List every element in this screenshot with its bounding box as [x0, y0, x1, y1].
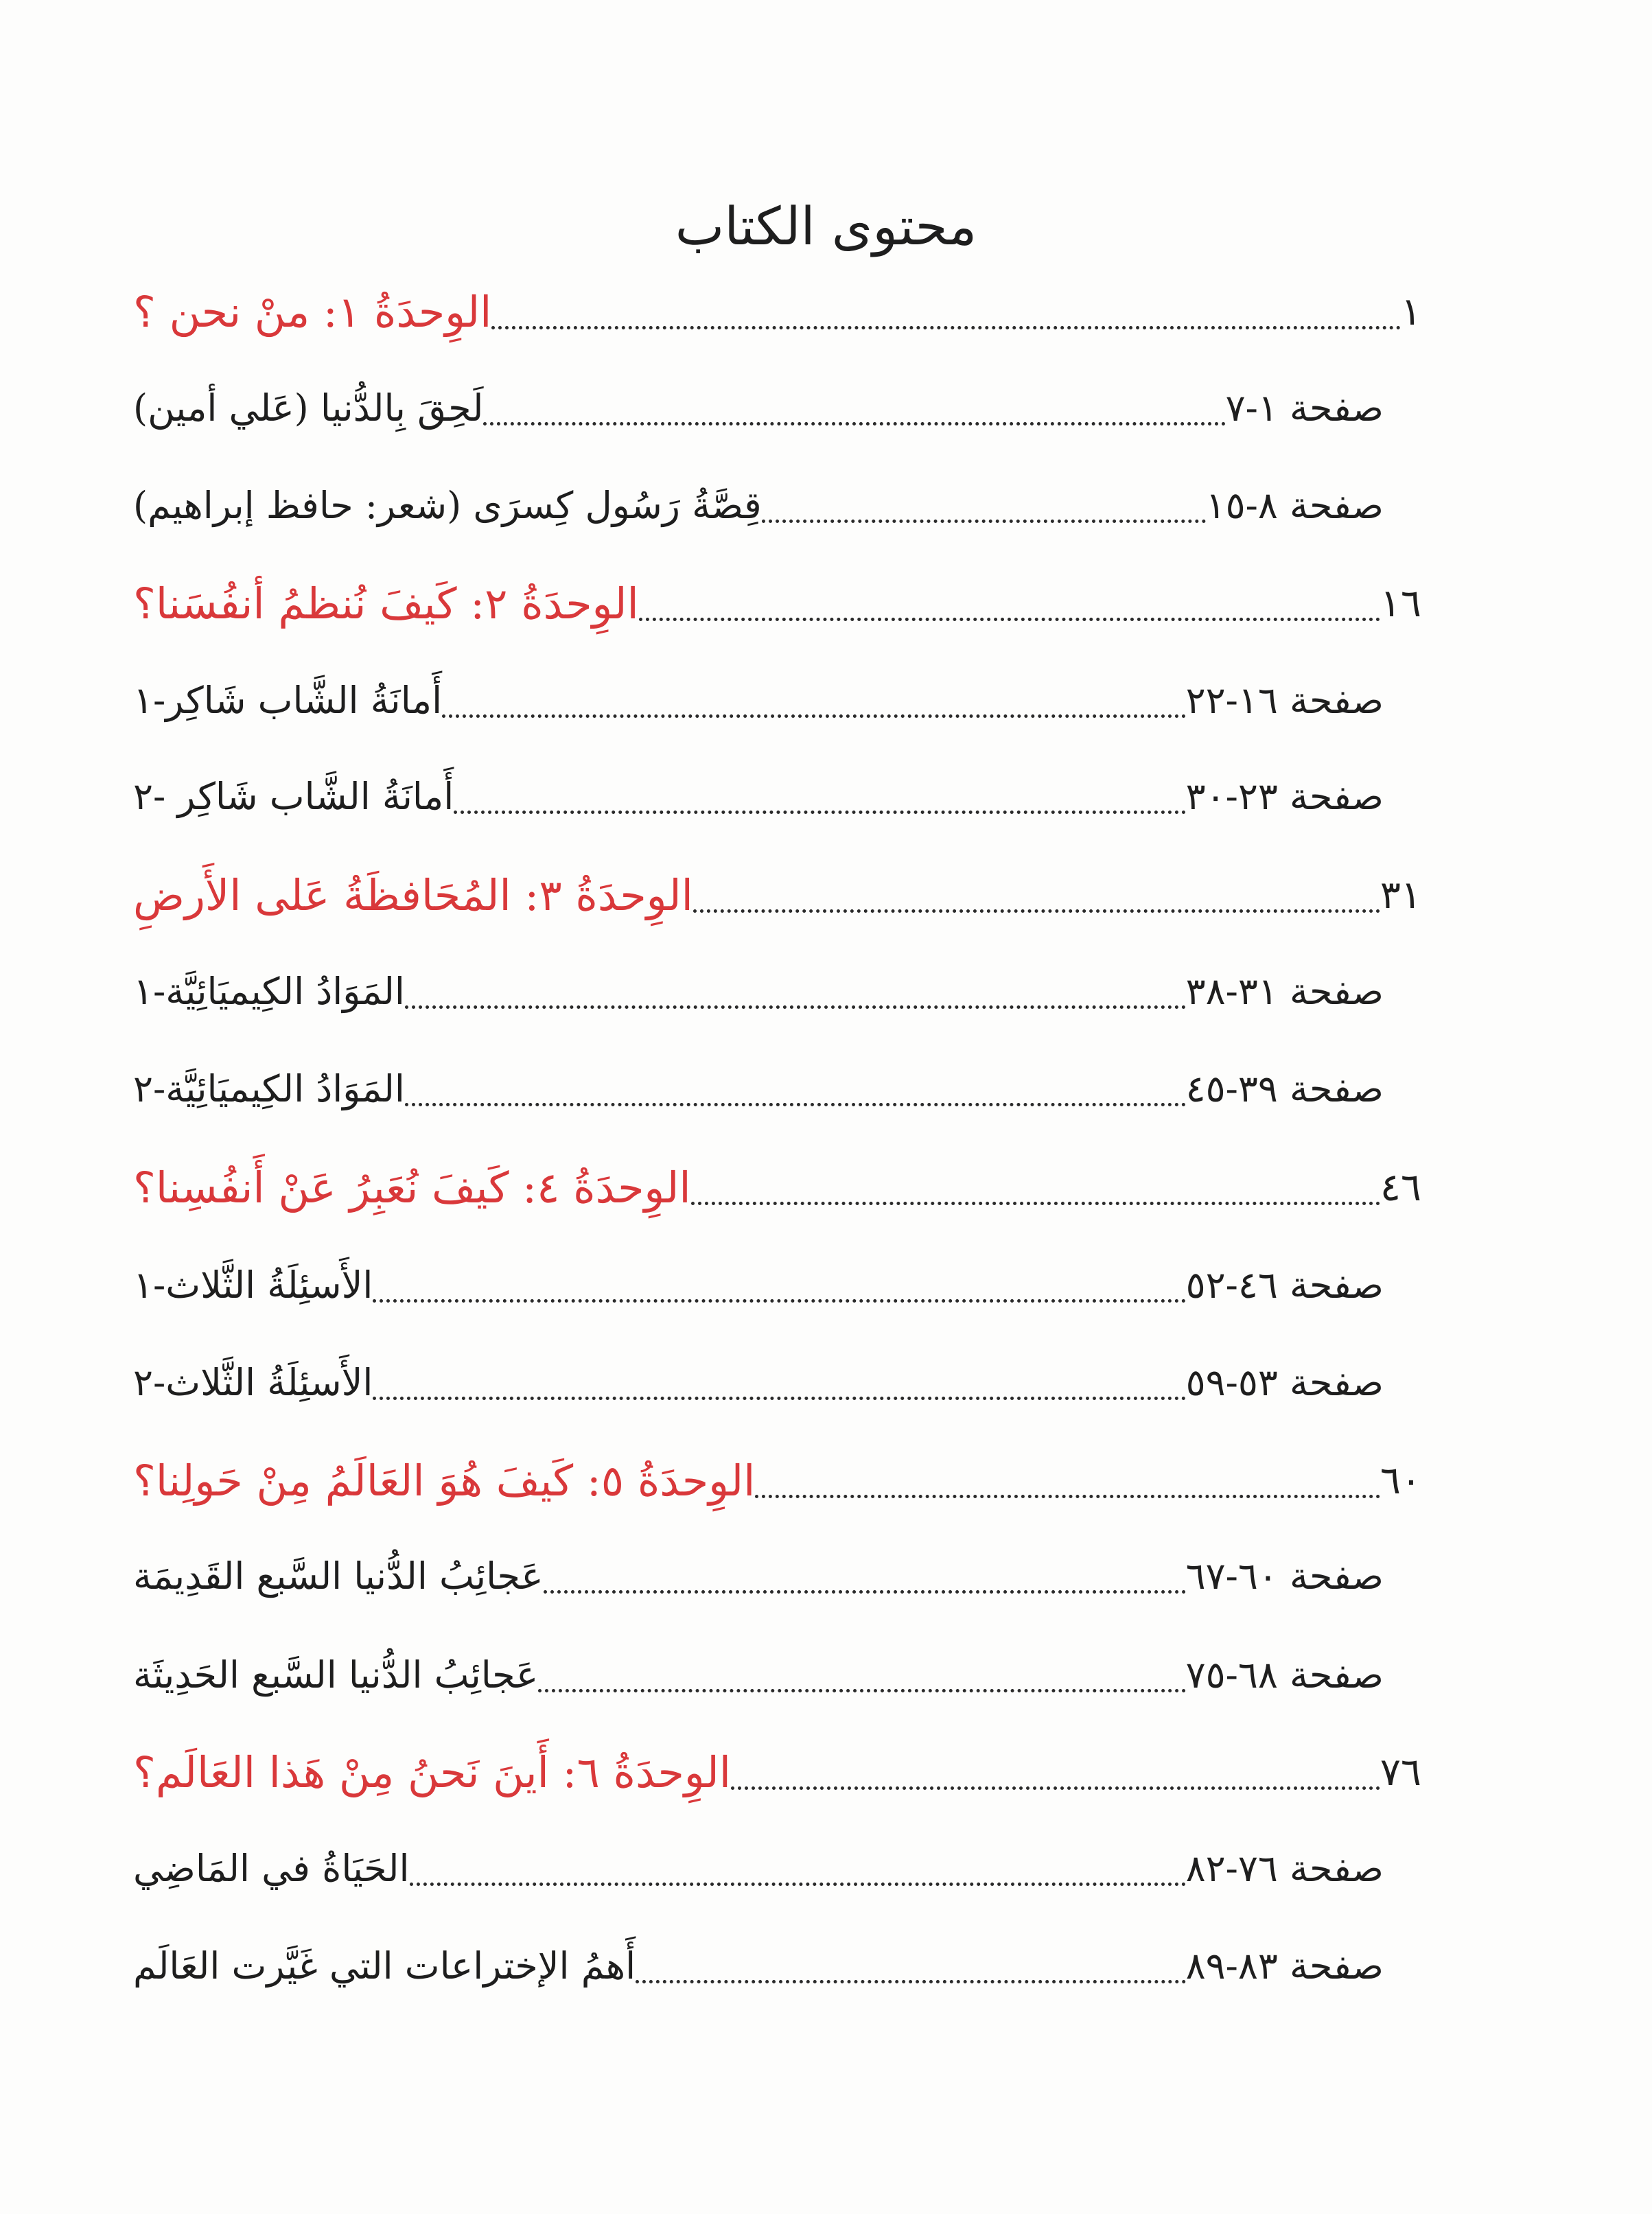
- toc-lesson-row: [117, 468, 1438, 544]
- toc-entry-text: الوِحدَةُ ٤: كَيفَ نُعَبِرُ عَنْ أَنفُسِنا؟: [133, 1163, 691, 1213]
- toc-entry-text: الأَسئِلَةُ الثَّلاث-١: [133, 1263, 373, 1307]
- dot-leader: [544, 1590, 1186, 1594]
- toc-unit-row: [117, 1150, 1438, 1226]
- dot-leader: [755, 1495, 1380, 1498]
- toc-page-ref: ٧٦: [1380, 1750, 1421, 1795]
- toc-page-ref: صفحة ٥٣-٥٩: [1185, 1361, 1384, 1404]
- toc-lesson-row: [117, 663, 1438, 738]
- dot-leader: [442, 714, 1185, 718]
- toc-unit-row: [117, 858, 1438, 933]
- toc-page-ref: ٤٦: [1380, 1165, 1421, 1210]
- toc-page-ref: صفحة ٣١-٣٨: [1185, 970, 1384, 1013]
- toc-lesson-row: [117, 1638, 1438, 1713]
- toc-entry-text: الحَيَاةُ في المَاضِي: [133, 1847, 410, 1890]
- toc-lesson-row: [117, 1345, 1438, 1421]
- toc-page-ref: ١: [1400, 290, 1421, 334]
- dot-leader: [538, 1689, 1185, 1692]
- dot-leader: [373, 1397, 1185, 1400]
- dot-leader: [639, 618, 1380, 621]
- toc-entry-text: قِصَّةُ رَسُول كِسرَى (شعر: حافظ إبراهيم): [133, 484, 762, 527]
- toc-page-ref: صفحة ٦٨-٧٥: [1185, 1653, 1384, 1697]
- toc-entry-text: المَوَادُ الكِيميَائِيَّة-١: [133, 970, 405, 1013]
- dot-leader: [731, 1786, 1380, 1790]
- toc-entry-text: عَجائِبُ الدُّنيا السَّبع القَدِيمَة: [133, 1554, 544, 1598]
- toc-lesson-row: [117, 954, 1438, 1029]
- dot-leader: [691, 1202, 1380, 1205]
- toc-unit-row: [117, 1735, 1438, 1810]
- toc-lesson-row: [117, 1248, 1438, 1323]
- dot-leader: [491, 326, 1401, 329]
- toc-entry-text: الوِحدَةُ ٥: كَيفَ هُوَ العَالَمُ مِنْ حَولِنا؟: [133, 1456, 756, 1506]
- toc-lesson-row: [117, 371, 1438, 446]
- toc-entry-text: الوِحدَةُ ٦: أَينَ نَحنُ مِنْ هَذا العَالَم؟: [133, 1747, 731, 1797]
- toc-entry-text: أَهمُ الإختراعات التي غَيَّرت العَالَم: [133, 1944, 636, 1988]
- toc-entry-text: المَوَادُ الكِيميَائِيَّة-٢: [133, 1067, 405, 1110]
- toc-page-ref: صفحة ٤٦-٥٢: [1185, 1263, 1384, 1307]
- dot-leader: [373, 1299, 1185, 1303]
- dot-leader: [483, 422, 1225, 426]
- dot-leader: [636, 1980, 1185, 1983]
- toc-entry-text: الوِحدَةُ ٣: المُحَافظَةُ عَلى الأَرضِ: [133, 870, 693, 920]
- toc-unit-row: [117, 275, 1438, 350]
- dot-leader: [454, 811, 1185, 814]
- toc-entry-text: الوِحدَةُ ١: منْ نحن ؟: [133, 287, 492, 337]
- toc-entry-text: الأَسئِلَةُ الثَّلاث-٢: [133, 1361, 373, 1404]
- toc-unit-row: [117, 1443, 1438, 1519]
- toc-entry-text: عَجائِبُ الدُّنيا السَّبع الحَدِيثَة: [133, 1653, 539, 1697]
- toc-page-ref: صفحة ٢٣-٣٠: [1185, 775, 1384, 818]
- toc-lesson-row: [117, 759, 1438, 835]
- toc-page-ref: ١٦: [1380, 581, 1421, 626]
- toc-page-ref: ٣١: [1380, 873, 1421, 918]
- toc-entry-text: الوِحدَةُ ٢: كَيفَ نُنظمُ أنفُسَنا؟: [133, 579, 639, 629]
- toc-page-ref: صفحة ٨٣-٨٩: [1185, 1944, 1384, 1988]
- toc-unit-row: [117, 566, 1438, 642]
- toc-lesson-row: [117, 1928, 1438, 2004]
- toc-entry-text: أَمانَةُ الشَّاب شَاكِر -٢: [133, 775, 454, 818]
- dot-leader: [762, 520, 1206, 523]
- dot-leader: [693, 909, 1380, 913]
- toc-page-ref: صفحة ٣٩-٤٥: [1185, 1067, 1384, 1110]
- dot-leader: [410, 1883, 1186, 1886]
- toc-page-ref: صفحة ١٦-٢٢: [1185, 679, 1384, 722]
- toc-lesson-row: [117, 1831, 1438, 1907]
- toc-page-ref: صفحة ٦٠-٦٧: [1185, 1554, 1384, 1598]
- page-title: محتوى الكتاب: [675, 196, 977, 257]
- dot-leader: [405, 1103, 1186, 1106]
- toc-lesson-row: [117, 1539, 1438, 1614]
- toc-page-ref: صفحة ٨-١٥: [1205, 484, 1384, 527]
- dot-leader: [405, 1005, 1186, 1009]
- toc-page-ref: ٦٠: [1380, 1458, 1421, 1503]
- toc-lesson-row: [117, 1051, 1438, 1127]
- toc-page-ref: صفحة ٧٦-٨٢: [1185, 1847, 1384, 1890]
- toc-entry-text: أَمانَةُ الشَّاب شَاكِر-١: [133, 679, 443, 722]
- toc-page-ref: صفحة ١-٧: [1225, 386, 1384, 430]
- toc-entry-text: لَحِقَ بِالدُّنيا (عَلي أمين): [133, 386, 484, 430]
